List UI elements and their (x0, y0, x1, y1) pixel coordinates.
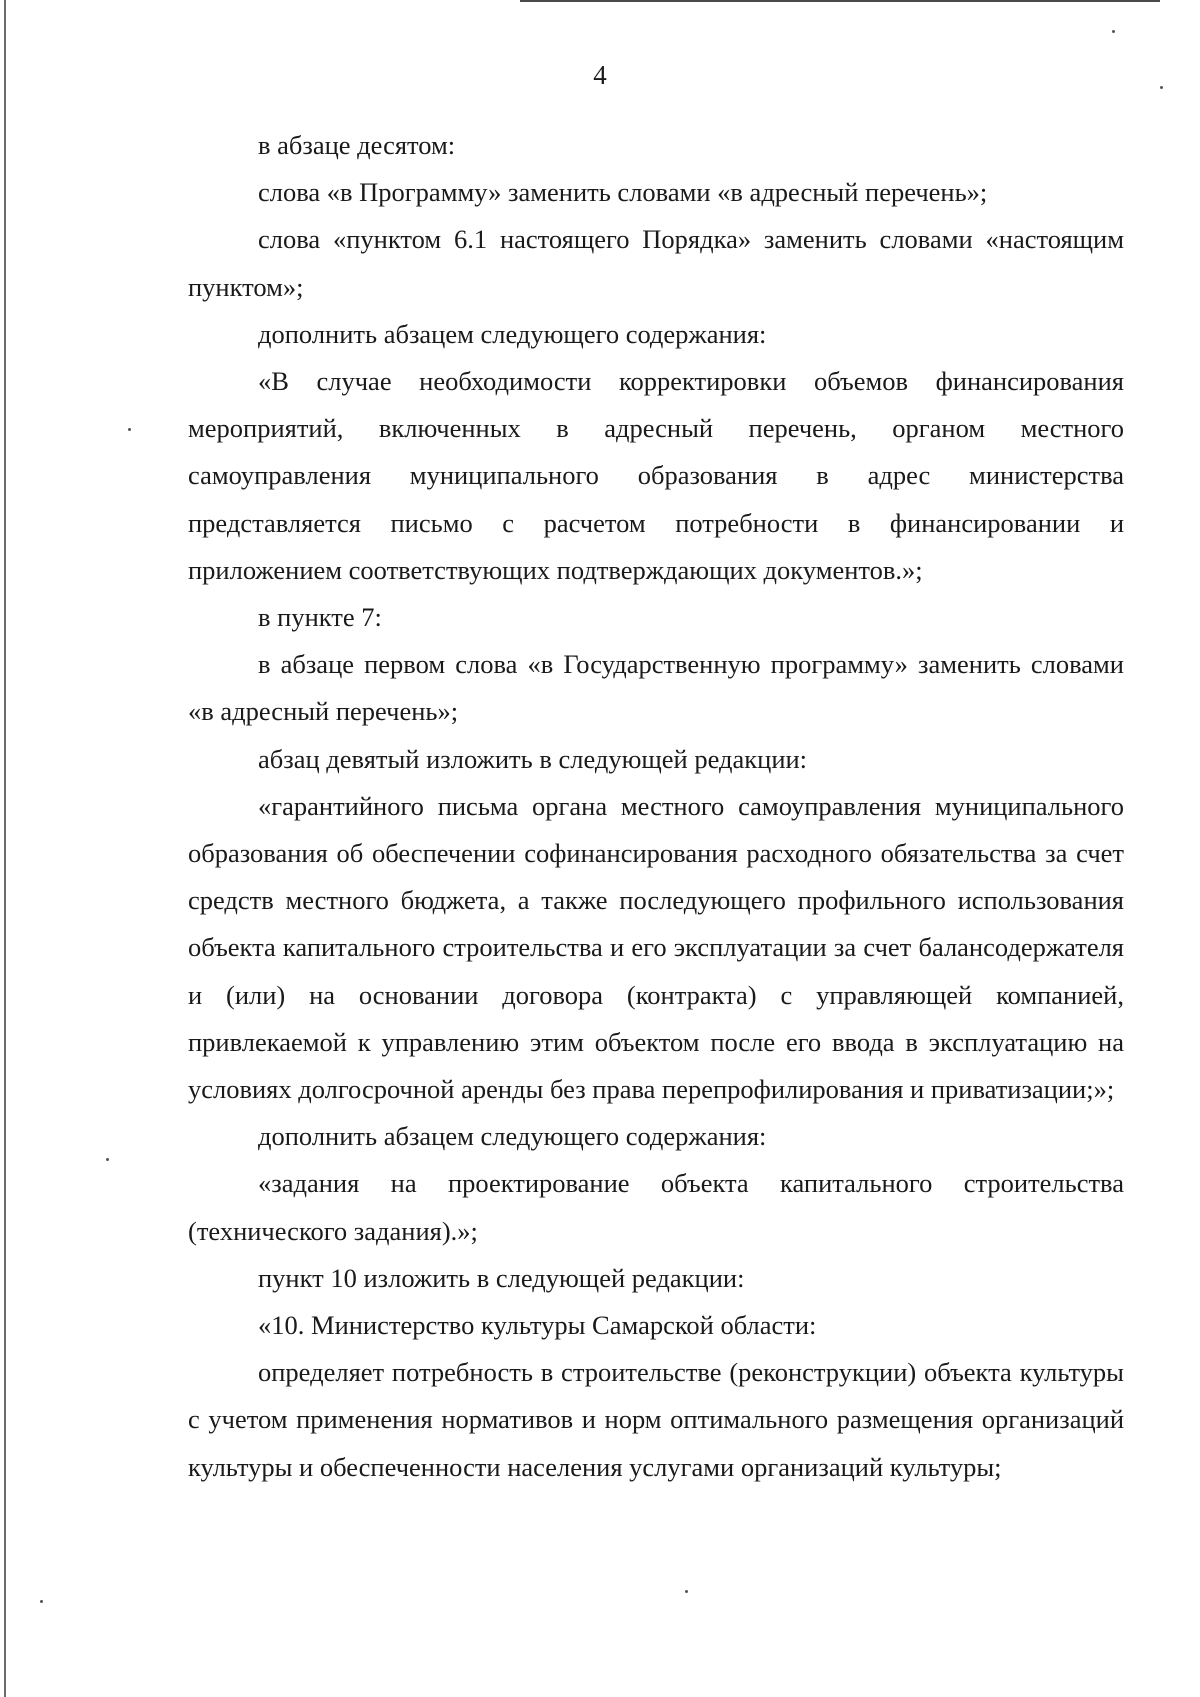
paragraph: абзац девятый изложить в следующей редакции: (258, 743, 808, 774)
scan-speck (1112, 30, 1115, 33)
paragraph: определяет потребность в строительстве (реконструкции) объекта культуры с учетом применения нормативов и норм оптимального размещения организаций культуры и обеспеченности населения услугами организаций культуры; (188, 1357, 1124, 1482)
paragraph: в пункте 7: (258, 602, 382, 633)
paragraph: в абзаце первом слова «в Государственную программу» заменить словами «в адресный перечень»; (188, 649, 1124, 727)
scan-speck (40, 1600, 43, 1603)
scan-speck (685, 1590, 688, 1593)
paragraph: «В случае необходимости корректировки объемов финансирования мероприятий, включенных в адресный перечень, органом местного самоуправления муниципального образования в адрес министерства представляется письмо с расчетом потребности в финансировании и приложением соответствующих подтверждающих документов.»; (188, 366, 1124, 585)
paragraph: пункт 10 изложить в следующей редакции: (258, 1262, 745, 1293)
scan-speck (128, 428, 131, 431)
paragraph: дополнить абзацем следующего содержания: (258, 318, 767, 349)
paragraph: в абзаце десятом: (258, 130, 456, 160)
paragraph: дополнить абзацем следующего содержания: (258, 1121, 767, 1152)
scan-edge-top (520, 0, 1160, 2)
document-body (188, 122, 1124, 1491)
scan-edge-left (4, 0, 6, 1697)
paragraph: «задания на проектирование объекта капитального строительства (технического задания).»; (188, 1168, 1124, 1246)
paragraph: «гарантийного письма органа местного самоуправления муниципального образования об обеспечении софинансирования расходного обязательства за счет средств местного бюджета, а также последующего профильного использования объекта капитального строительства и его эксплуатации за счет балансодержателя и (или) на основании договора (контракта) с управляющей компанией, привлекаемой к управлению этим объектом после его ввода в эксплуатацию на условиях долгосрочной аренды без права перепрофилирования и приватизации;»; (188, 790, 1124, 1105)
scan-speck (106, 1158, 109, 1161)
paragraph: «10. Министерство культуры Самарской области: (258, 1310, 817, 1341)
paragraph: слова «пунктом 6.1 настоящего Порядка» заменить словами «настоящим пунктом»; (188, 224, 1124, 302)
page-number: 4 (593, 60, 607, 90)
paragraph: слова «в Программу» заменить словами «в адресный перечень»; (258, 177, 988, 208)
